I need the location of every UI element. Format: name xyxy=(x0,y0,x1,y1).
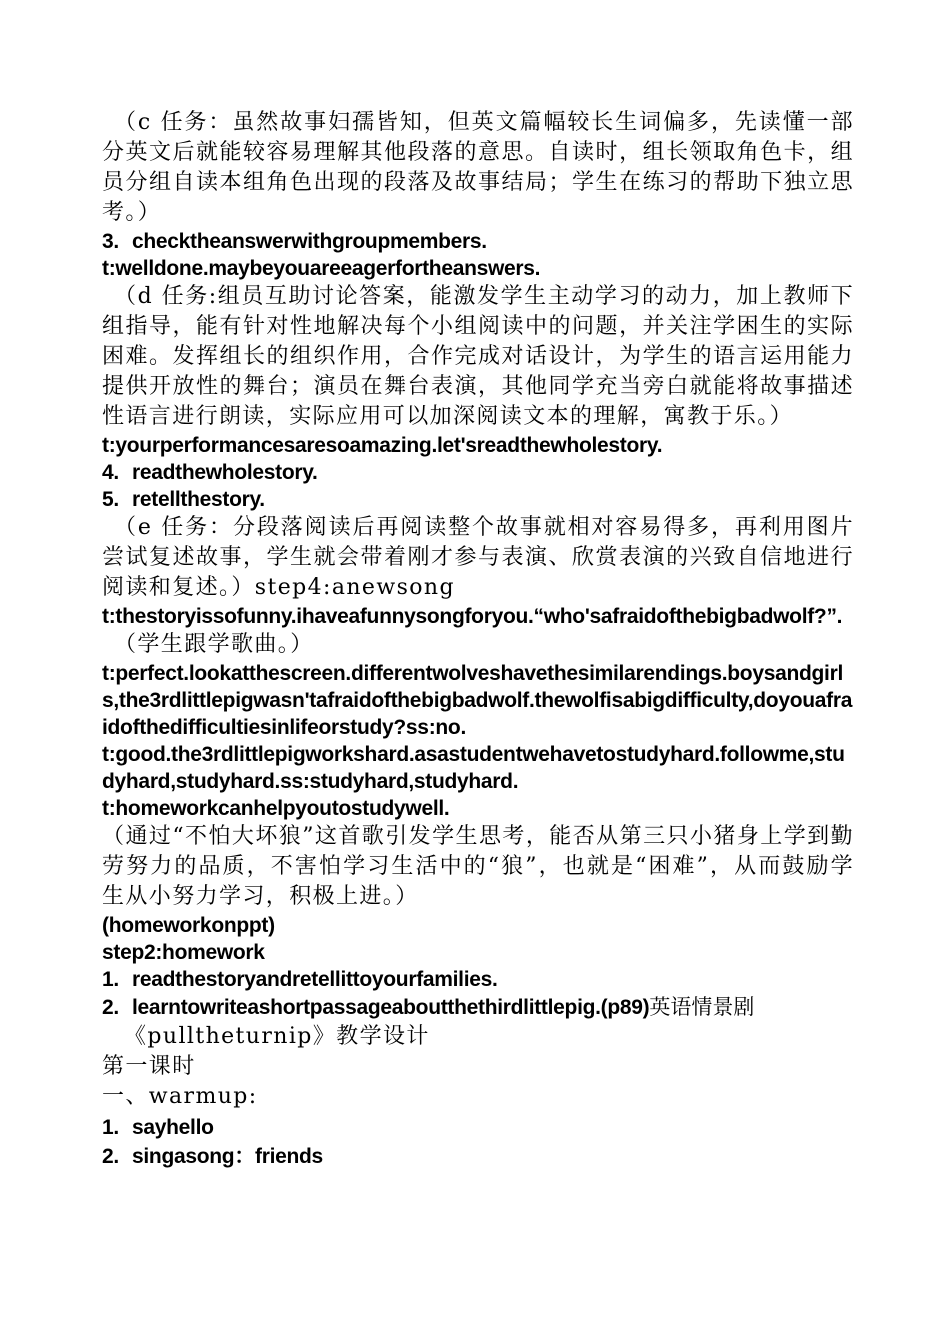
item-text: readthewholestory. xyxy=(132,461,318,484)
homework-item-2 xyxy=(102,993,854,1022)
item-text: retellthestory. xyxy=(132,488,265,511)
teacher-line: t:homeworkcanhelpyoutostudywell. xyxy=(102,797,450,820)
item-tail: 英语情景剧 xyxy=(649,995,755,1019)
teacher-line: t:good.the3rdlittlepigworkshard.asastudentwehavetostudyhard.followme,studyhard,studyhard.ss:studyhard,studyhard. xyxy=(102,743,845,793)
item-number: 2. xyxy=(102,1145,119,1168)
homework-note: (homeworkonppt) xyxy=(102,914,275,937)
teacher-line: t:yourperformancesaresoamazing.let'sreadthewholestory. xyxy=(102,434,663,457)
document-page xyxy=(102,108,854,1170)
step-4 xyxy=(102,459,854,486)
section-warmup: 一、warmup: xyxy=(102,1084,258,1109)
item-text: readthestoryandretellittoyourfamilies. xyxy=(132,968,498,991)
paragraph-task-c: （c 任务：虽然故事妇孺皆知，但英文篇幅较长生词偏多，先读懂一部分英文后就能较容易理解其他段落的意思。自读时，组长领取角色卡，组员分组自读本组角色出现的段落及故事结局；学生在练习的帮助下独立思考。） xyxy=(102,110,854,225)
item-number: 2. xyxy=(102,996,119,1019)
warmup-item-2 xyxy=(102,1143,854,1170)
lesson-period: 第一课时 xyxy=(102,1054,196,1079)
item-text: learntowriteashortpassageaboutthethirdlittlepig.(p89) xyxy=(132,996,650,1019)
item-number: 5. xyxy=(102,488,119,511)
item-text: sayhello xyxy=(132,1116,214,1139)
lesson-title: 《pulltheturnip》教学设计 xyxy=(124,1024,430,1049)
paragraph-reflection: （通过“不怕大坏狼”这首歌引发学生思考，能否从第三只小猪身上学到勤劳努力的品质，不害怕学习生活中的“狼”，也就是“困难”，从而鼓励学生从小努力学习，积极上进。） xyxy=(102,824,854,909)
homework-item-1 xyxy=(102,966,854,993)
teacher-line: t:welldone.maybeyouareeagerfortheanswers. xyxy=(102,257,541,280)
homework-heading: step2:homework xyxy=(102,941,265,964)
item-number: 3. xyxy=(102,230,119,253)
teacher-line: t:thestoryissofunny.ihaveafunnysongforyou.“who'safraidofthebigbadwolf?”. xyxy=(102,605,843,628)
paragraph-task-d: （d 任务:组员互助讨论答案，能激发学生主动学习的动力，加上教师下组指导，能有针对性地解决每个小组阅读中的问题，并关注学困生的实际困难。发挥组长的组织作用，合作完成对话设计，为学生的语言运用能力提供开放性的舞台；演员在舞台表演，其他同学充当旁白就能将故事描述性语言进行朗读，实际应用可以加深阅读文本的理解，寓教于乐。） xyxy=(102,284,854,429)
warmup-item-1 xyxy=(102,1114,854,1141)
step-3 xyxy=(102,228,854,255)
item-text: singasong：friends xyxy=(132,1145,323,1168)
teacher-line: t:perfect.lookatthescreen.differentwolveshavethesimilarendings.boysandgirls,the3rdlittlepigwasn'tafraidofthebigbadwolf.thewolfisabigdifficulty,doyouafraidofthedifficultiesinlifeorstudy?ss:no. xyxy=(102,662,853,739)
item-number: 4. xyxy=(102,461,119,484)
item-number: 1. xyxy=(102,1116,119,1139)
item-text: checktheanswerwithgroupmembers. xyxy=(132,230,487,253)
paragraph-task-e: （e 任务：分段落阅读后再阅读整个故事就相对容易得多，再利用图片尝试复述故事，学生就会带着刚才参与表演、欣赏表演的兴致自信地进行阅读和复述。）step4:anewsong xyxy=(102,515,854,600)
item-number: 1. xyxy=(102,968,119,991)
step-5 xyxy=(102,486,854,513)
paragraph-song-note: （学生跟学歌曲。） xyxy=(114,632,314,657)
